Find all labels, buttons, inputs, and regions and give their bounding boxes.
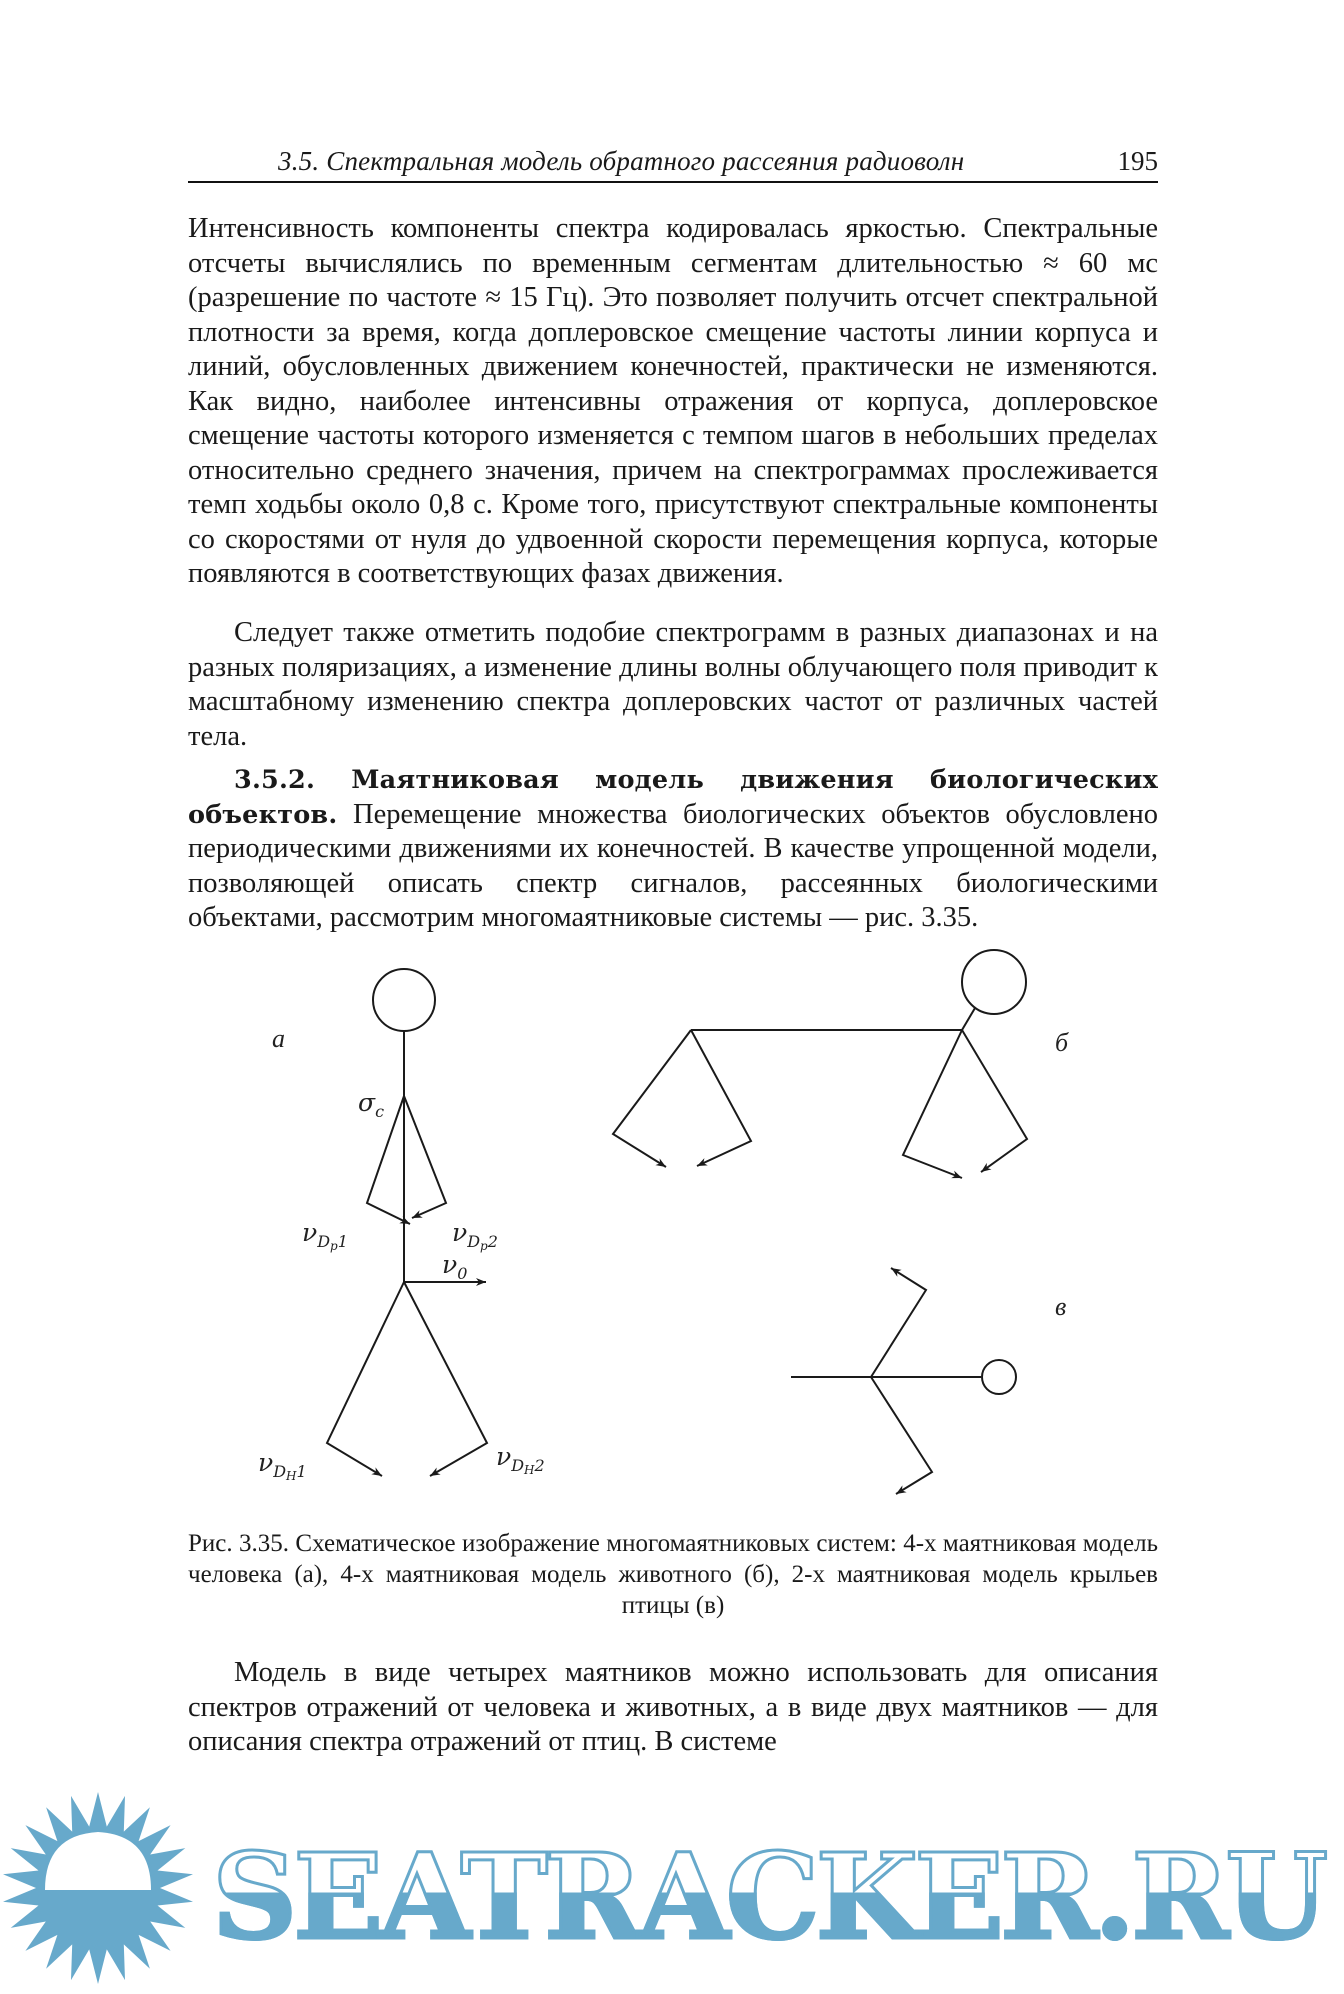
animal-pendulum-model: [613, 950, 1027, 1178]
sun-logo-icon: [0, 1790, 220, 1989]
section-3-5-2: [188, 763, 1158, 936]
symbol-nu-dp1: $\nu_{D_p1}$: [302, 1218, 348, 1253]
human-leg-2: [404, 1282, 487, 1476]
paragraph-2: [188, 616, 1158, 754]
bird-pendulum-model: [791, 1268, 1016, 1494]
paragraph-closing: [188, 1656, 1158, 1760]
figure-3-35: [0, 940, 1344, 1520]
header-rule: [188, 181, 1158, 183]
symbol-sigma-c: $\sigma_c$: [358, 1088, 385, 1121]
running-title: 3.5. Спектральная модель обратного рассеяния радиоволн: [278, 146, 965, 176]
section-text: Перемещение множества биологических объектов обусловлено периодическими движениями их конечностей. В качестве упрощенной модели, позволяющей описать спектр сигналов, рассеянных биологическими объектами, рассмотрим многомаятниковые системы — рис. 3.35.: [188, 798, 1159, 933]
animal-neck: [962, 1008, 975, 1030]
animal-head: [962, 950, 1026, 1014]
running-head: [188, 146, 1158, 182]
symbol-nu-dh2: $\nu_{D_H2}$: [496, 1442, 545, 1477]
figure-caption: Рис. 3.35. Схематическое изображение многомаятниковых систем: 4-х маятниковая модель человека (а), 4-х маятниковая модель животного (б), 2-х маятниковая модель крыльев птицы (в): [188, 1530, 1158, 1619]
watermark-text: SEATRACKER.RU: [212, 1827, 1325, 1966]
paragraph-text: Интенсивность компоненты спектра кодировалась яркостью. Спектральные отсчеты вычислялись по временным сегментам длительностью ≈ 60 мс (разрешение по частоте ≈ 15 Гц). Это позволяет получить отсчет спектральной плотности за время, когда доплеровское смещение частоты линии корпуса и линий, обусловленных движением конечностей, практически не изменяются. Как видно, наиболее интенсивны отражения от корпуса, доплеровское смещение частоты которого изменяется с темпом шагов в небольших пределах относительно среднего значения, причем на спектрограммах прослеживается темп ходьбы около 0,8 с. Кроме того, присутствуют спектральные компоненты со скоростями от нуля до удвоенной скорости перемещения корпуса, которые появляются в соответствующих фазах движения.: [188, 213, 1158, 589]
panel-label-b: б: [1055, 1028, 1069, 1057]
symbol-nu-dh1: $\nu_{D_H1}$: [258, 1448, 307, 1483]
animal-rear-leg-2: [691, 1030, 751, 1166]
animal-front-leg-1: [903, 1030, 962, 1178]
human-leg-1: [327, 1282, 404, 1476]
figure-drawing: [0, 940, 1344, 1520]
panel-label-a: а: [272, 1024, 285, 1053]
human-arm-2: [404, 1096, 446, 1218]
animal-rear-leg-1: [613, 1030, 691, 1167]
bird-wing-2: [871, 1377, 932, 1494]
animal-front-leg-2: [962, 1030, 1027, 1172]
bird-wing-1: [871, 1268, 926, 1377]
paragraph-text: Следует также отметить подобие спектрограмм в разных диапазонах и на разных поляризациях, а изменение длины волны облучающего поля приводит к масштабному изменению спектра доплеровских частот от различных частей тела.: [188, 617, 1158, 752]
human-head: [373, 969, 435, 1031]
page-number: 195: [1117, 146, 1158, 176]
section-heading: 3.5.2. Маятниковая модель движения биологических объектов.: [188, 765, 1158, 830]
symbol-nu-0: $\nu_0$: [442, 1250, 468, 1283]
symbol-nu-dp2: $\nu_{D_p2}$: [452, 1218, 498, 1253]
paragraph-text: Модель в виде четырех маятников можно использовать для описания спектров отражений от человека и животных, а в виде двух маятников — для описания спектра отражений от птиц. В системе: [188, 1657, 1158, 1757]
panel-label-c: в: [1055, 1292, 1067, 1321]
bird-head: [982, 1360, 1016, 1394]
paragraph-1: [188, 212, 1158, 592]
